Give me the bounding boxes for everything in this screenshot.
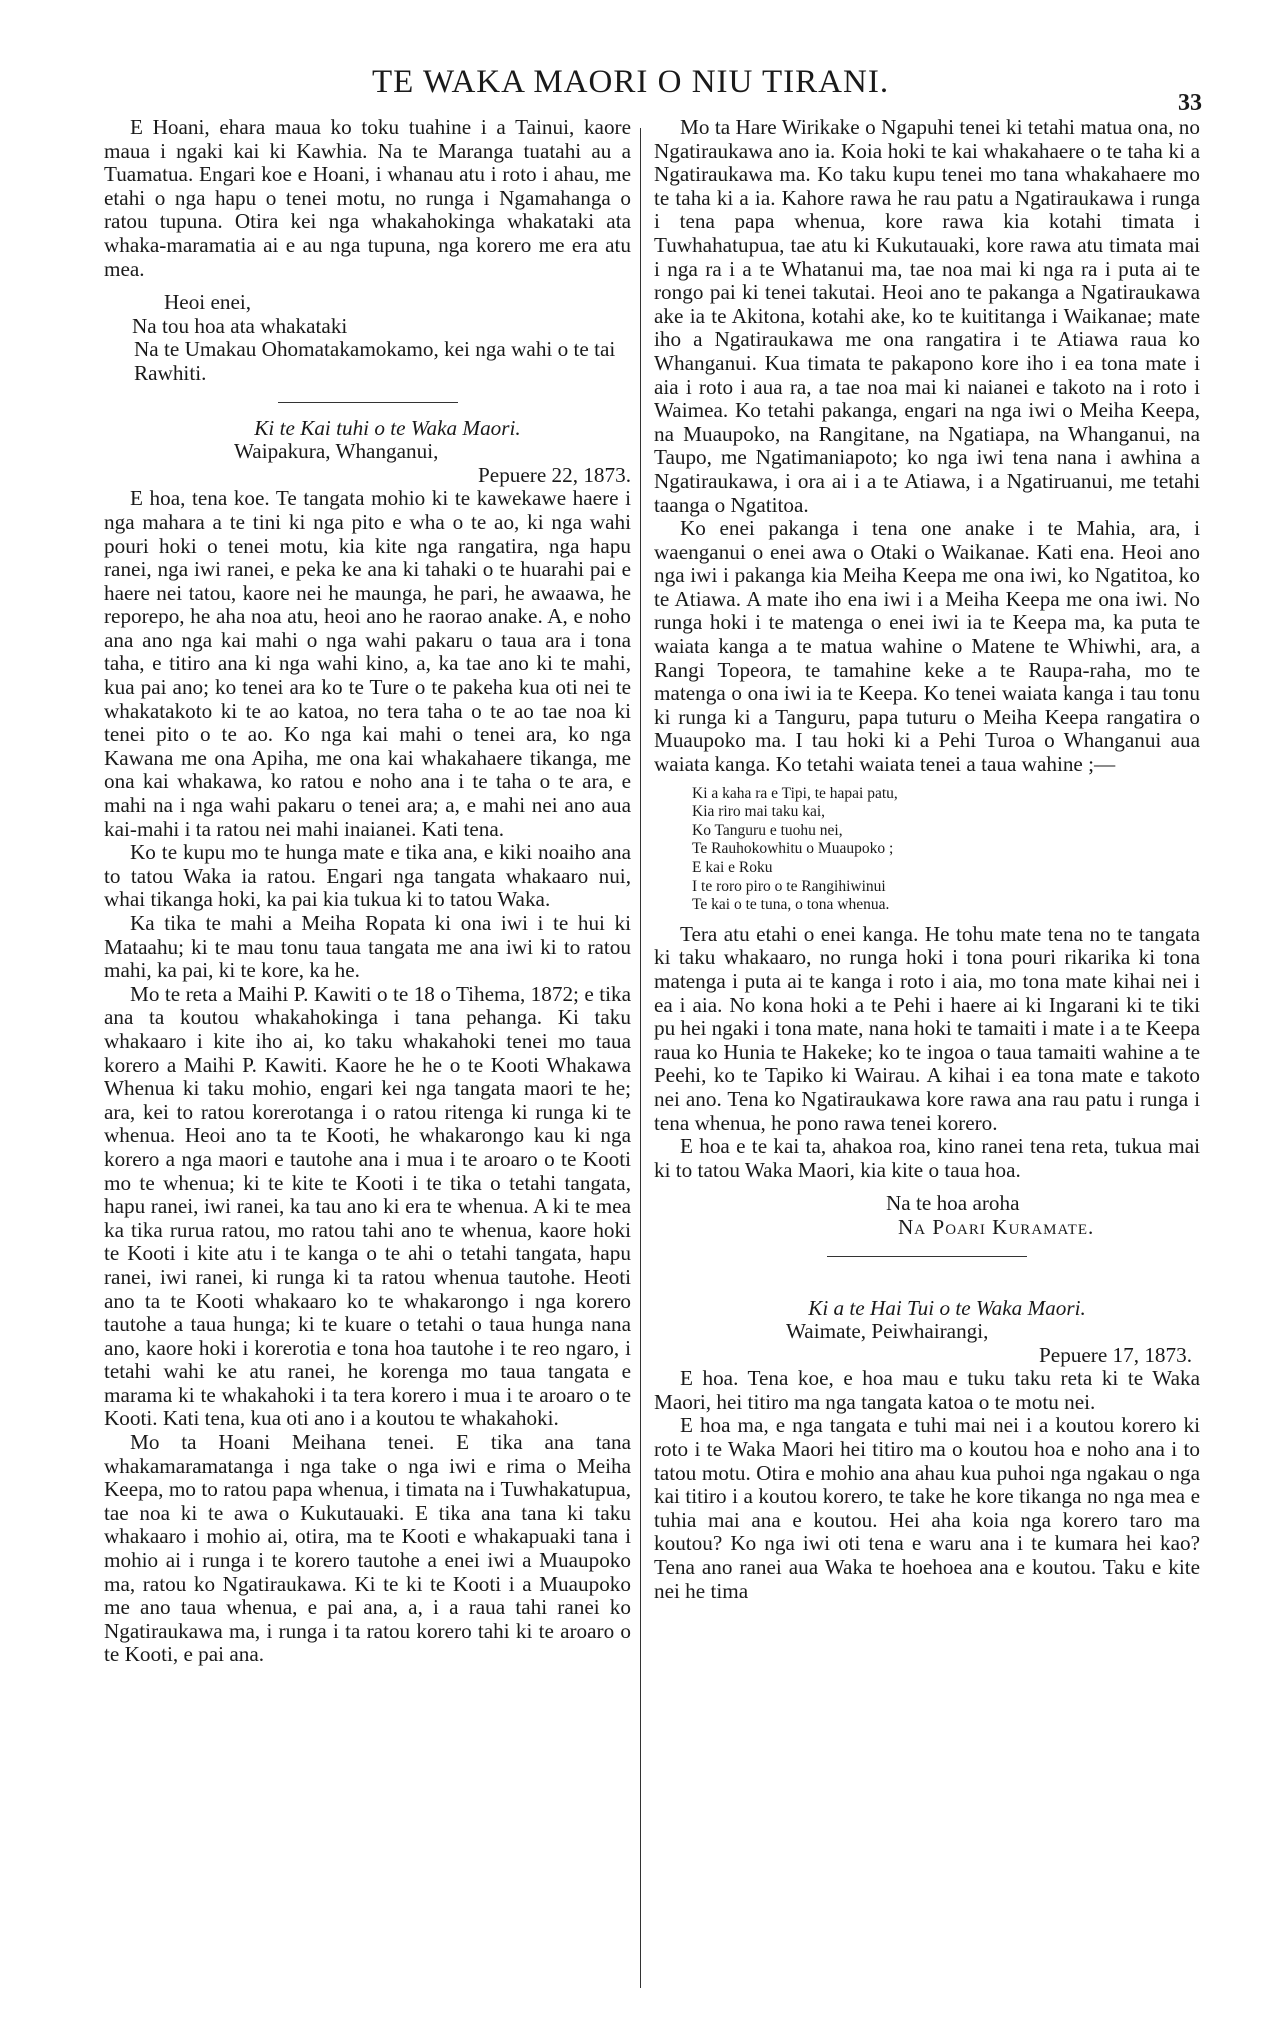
letter-date: Pepuere 22, 1873. xyxy=(478,462,631,487)
body-paragraph: E hoa, tena koe. Te tangata mohio ki te kawekawe haere i nga mahara a te tini ki nga pito e wha o te ao, ki nga wahi pouri hoki o tenei motu, kia kite nga rangatira, nga hapu ranei, nga iwi ranei, e peka ke ana ki tahaki o te huarahi pai e haere nei tatou, kaore nei he maunga, he pari, he awaawa, he reporepo, he aha noa atu, heoi ano he raorao anake. A, e noho ana ano nga kai mahi o nga wahi pakaru o taua ara i tona taha, e titiro ana ki nga wahi kino, a, ka tae ano ki te mahi, kua pai ano; ko tenei ara ko te Ture o te pakeha kua oti nei te whakatakoto ki te ao katoa, no tera taha o te ao tae noa ki tenei pito o te ao. Ko nga kai mahi o tenei ara, ko nga Kawana me ona Apiha, me ona kai whakahaere tikanga, me ona kai whakawa, ko ratou e noho ana i te taha o te ara, e mahi na i nga wahi pakaru o tenei ara; a, e mahi nei ano aua kai-mahi i ta ratou nei mahi inaianei. Kati tena. xyxy=(104,486,631,841)
body-paragraph: E hoa e te kai ta, ahakoa roa, kino ranei tena reta, tukua mai ki to tatou Waka Maori, kia kite o taua hoa. xyxy=(654,1134,1200,1182)
letter-closing: Na te hoa aroha xyxy=(886,1191,1020,1216)
intro-paragraph: E Hoani, ehara maua ko toku tuahine i a Tainui, kaore maua i ngaki kai ki Kawhia. Na te Maranga tuatahi au a Tuamatua. Engari koe e Hoani, i whanau atu i roto i ahau, me etahi o nga hapu o tenei motu, no runga i Ngamahanga o ratou tupuna. Otira kei nga whakahokinga whakataki ata whaka-maramatia ai e au nga tupuna, nga korero me era atu mea. xyxy=(104,115,631,281)
poem-line: Kia riro mai taku kai, xyxy=(692,803,825,821)
body-paragraph: Mo te reta a Maihi P. Kawiti o te 18 o Tihema, 1872; e tika ana ta koutou whakahokinga i tana pehanga. Ki taku whakaaro i kite iho ai, ko taku whakahoki tenei mo taua korero a Maihi P. Kawiti. Kaore he he o te Kooti Whakawa Whenua ki taku mohio, engari kei nga tangata maori te he; ara, kei to ratou korerotanga i o ratou ritenga ki runga ki te whenua. Heoi ano ta te Kooti, he whakarongo kau ki nga korero a nga maori e tautohe ana i mua i te aroaro o te Kooti mo te whenua; ki te kite te Kooti i te tika o tetahi tangata, hapu ranei, iwi ranei, ka tau ano ki era te whenua. A ki te mea ka tika rurua ratou, mo ratou tahi ano te whenua, kaore hoki te Kooti i kite atu i te kanga o te ahi o tetahi tangata, hapu ranei, iwi ranei, ki runga ki ta ratou whenua tautohe. Heoti ano ta te Kooti whakaaro ko te whakarongo i nga korero tautohe a taua hunga; ki te kuare o tetahi o taua hunga nana ano, kaore hoki i korerotia e tona hoa tautohe i te reo ngaro, i tetahi wahi ke atu ranei, he korenga mo taua tangata e marama ki te whakahoki i ta tera korero i mua i te aroaro o te Kooti. Kati tena, kua oti ano i a koutou te whakahoki. xyxy=(104,981,631,1431)
masthead-title: TE WAKA MAORI O NIU TIRANI. xyxy=(372,64,890,100)
left-column xyxy=(104,116,631,1667)
letter-heading: Ki a te Hai Tui o te Waka Maori. xyxy=(808,1295,1086,1320)
signature-author: Na te Umakau Ohomatakamokamo, kei nga wahi o te tai Rawhiti. xyxy=(134,337,616,385)
page-number: 33 xyxy=(1178,90,1202,116)
waiata-poem xyxy=(692,785,1200,915)
body-paragraph: Mo ta Hare Wirikake o Ngapuhi tenei ki tetahi matua ona, no Ngatiraukawa ano ia. Koia hoki te kai whakahaere o te taha ki a Ngatiraukawa ma. Ko taku kupu tenei mo tana whakahaere mo te taha ki a ia. Kahore rawa he rau patu a Ngatiraukawa i runga i tena papa whenua, kore rawa kia kotahi timata i Tuwhahatupua, tae atu ki Kukutauaki, kore rawa atu timata mai i nga ra i a te Whatanui ma, tae noa mai ki nga ra i puta ai te rongo pai ki tenei takutai. Heoi ano te pakanga a Ngatiraukawa ake ia te Akitona, kotahi ake, ko te kuititanga i Waikanae; mate iho a Ngatiraukawa me ona rangatira i te Atiawa raua ko Whanganui. Kua timata te pakapono kore iho i ea tona mate i aia i roto i aua ra, a tae noa mai ki naianei e takoto na i roto i Waimea. Ko tetahi pakanga, engari na nga iwi o Meiha Keepa, na Muaupoko, na Rangitane, na Ngatiapa, na Whanganui, na Taupo, me Ngatimaniapoto; ko nga iwi tena nana i awhina a Ngatiraukawa, i ora ai i a te Atiawa, i a Ngatiruanui, me tetahi taanga o Ngatitoa. xyxy=(654,115,1200,517)
letter-place: Waimate, Peiwhairangi, xyxy=(786,1319,989,1344)
letter-signature: Na Poari Kuramate. xyxy=(898,1214,1095,1239)
letter-heading: Ki te Kai tuhi o te Waka Maori. xyxy=(254,415,521,440)
body-paragraph: Ko te kupu mo te hunga mate e tika ana, e kiki noaiho ana to tatou Waka ia ratou. Engari nga tangata whakaaro nui, whai tikanga hoki, ka pai kia tukua ki to tatou Waka. xyxy=(104,840,631,912)
poem-line: Te Rauhokowhitu o Muaupoko ; xyxy=(692,840,894,858)
body-paragraph: E hoa. Tena koe, e hoa mau e tuku taku reta ki te Waka Maori, hei titiro ma nga tangata katoa o te motu nei. xyxy=(654,1366,1200,1414)
section-rule xyxy=(827,1256,1027,1257)
signature-line: Na tou hoa ata whakataki xyxy=(132,313,348,338)
poem-line: Te kai o te tuna, o tona whenua. xyxy=(692,896,890,914)
body-paragraph: Mo ta Hoani Meihana tenei. E tika ana tana whakamaramatanga i nga take o nga iwi e rima o Meiha Keepa, mo to ratou papa whenua, i timata na i Tuwhakatupua, tae noa ki te awa o Kukutauaki. E tika ana tana ki taku whakaaro i mohio ai, otira, ma te Kooti e whakapuaki tana i mohio ai i runga i te korero tautohe a enei iwi a Muaupoko ma, ratou ko Ngatiraukawa. Ki te ki te Kooti i a Muaupoko me ano taua whenua, e pai ana, a, i a raua tahi ranei ko Ngatiraukawa ma, i runga i ta ratou korero tahi ki te aroaro o te Kooti, e pai ana. xyxy=(104,1430,631,1667)
letter-place: Waipakura, Whanganui, xyxy=(234,439,439,464)
body-paragraph: E hoa ma, e nga tangata e tuhi mai nei i a koutou korero ki roto i te Waka Maori hei titiro ma o koutou hoa e noho ana i to tatou motu. Otira e mohio ana ahau kua puhoi nga ngakau o nga kai titiro i a koutou korero, te take he kore tikanga no nga mea e tuhia mai ana e koutou. Hei aha koia nga korero taro ma koutou? Ko nga iwi oti tena e waru ana i te kumara hei kao? Tena ano ranei aua Waka te hoehoea ana e koutou. Taku e kite nei he tima xyxy=(654,1413,1200,1603)
poem-line: E kai e Roku xyxy=(692,859,773,876)
body-paragraph: Ko enei pakanga i tena one anake i te Mahia, ara, i waenganui o enei awa o Otaki o Waikanae. Kati ena. Heoi ano nga iwi i pakanga kia Meiha Keepa me ona iwi, ko Ngatitoa, ko te Atiawa. A mate iho ena iwi i a Meiha Keepa me ona iwi. No runga hoki i te matenga o enei iwi ia te Keepa ma, ka puta te waiata kanga a te matua wahine o Matene te Whiwhi, ara, a Rangi Topeora, te tamahine keke a te Raupa-raha, mo te matenga o ona iwi ia te Keepa. Ko tenei waiata kanga i tau tonu ki runga ki a Tanguru, papa tuturu o Meiha Keepa rangatira o Muaupoko ma. I tau hoki ki a Pehi Turoa o Whanganui aua waiata kanga. Ko tetahi waiata tenei a taua wahine ;— xyxy=(654,516,1200,777)
poem-line: I te roro piro o te Rangihiwinui xyxy=(692,877,886,895)
right-column xyxy=(654,116,1200,1603)
section-rule xyxy=(278,402,458,403)
signature-closing: Heoi enei, xyxy=(164,290,252,315)
body-paragraph: Ka tika te mahi a Meiha Ropata ki ona iwi i te hui ki Mataahu; ki te mau tonu taua tangata me ana iwi ki to ratou mahi, ka pai, ki te kore, ka he. xyxy=(104,911,631,983)
column-divider xyxy=(640,128,641,1988)
letter-date: Pepuere 17, 1873. xyxy=(1039,1342,1192,1367)
poem-line: Ki a kaha ra e Tipi, te hapai patu, xyxy=(692,784,898,802)
page-header xyxy=(0,64,1280,114)
poem-line: Ko Tanguru e tuohu nei, xyxy=(692,821,843,839)
body-paragraph: Tera atu etahi o enei kanga. He tohu mate tena no te tangata ki taku whakaaro, no runga hoki i tona pouri rikarika ki tona matenga i puta ai te kanga i roto i aia, mo tona mate kihai nei i ea i aia. No kona hoki a te Pehi i haere ai ki Ingarani ki te tiki pu hei ngaki i tona mate, nana hoki te tamaiti i mate i a te Keepa raua ko Hunia te Hakeke; ko te ingoa o taua tamaiti wahine a te Peehi, ko te Tapiko ki Wairau. A kihai i ea tona mate e takoto nei ano. Tena ko Ngatiraukawa kore rawa ana rau patu i runga i tena whenua, he pono rawa tenei korero. xyxy=(654,921,1200,1135)
